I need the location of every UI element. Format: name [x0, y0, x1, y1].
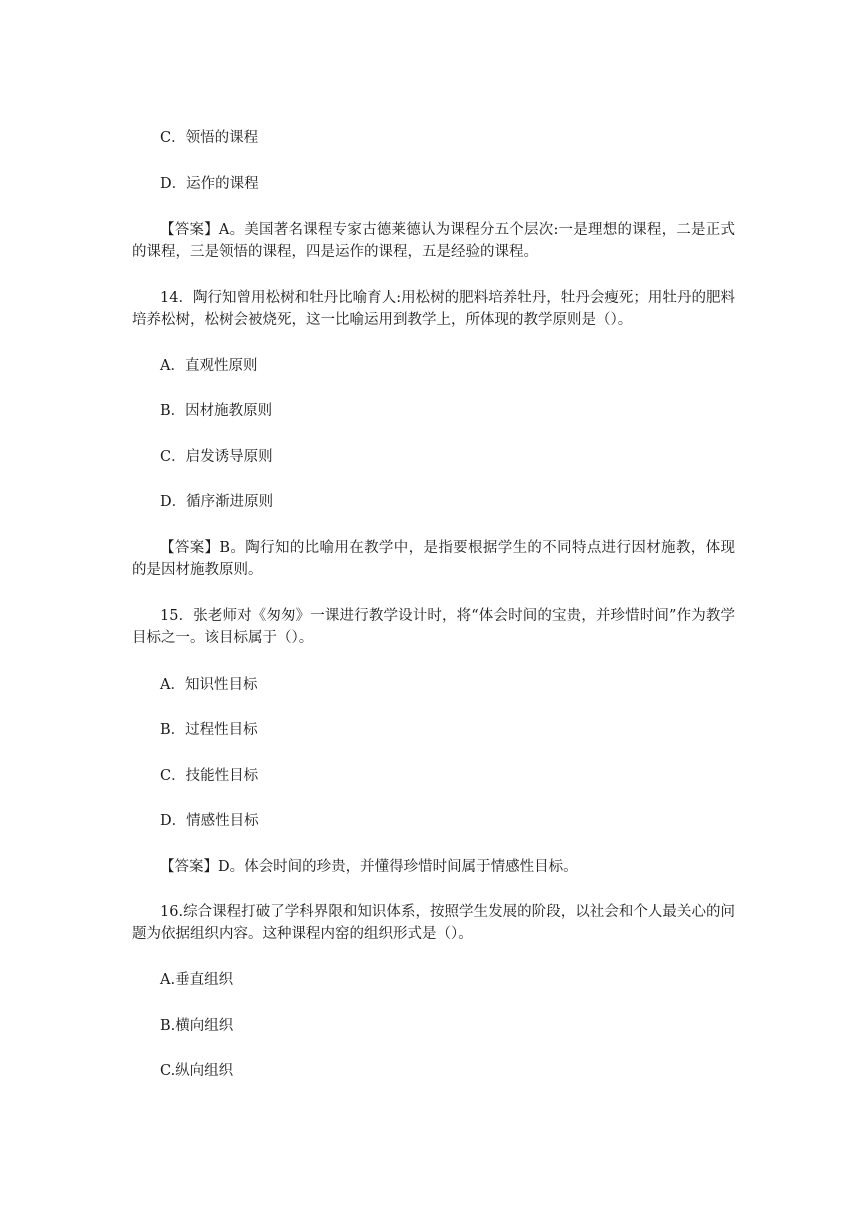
q16-stem: 16.综合课程打破了学科界限和知识体系，按照学生发展的阶段，以社会和个人最关心的问题为依据组织内容。这种课程内窑的组织形式是（）。	[132, 904, 735, 942]
q15-answer: 【答案】D。体会时间的珍贵，并懂得珍惜时间属于情感性目标。	[160, 859, 578, 875]
q14-stem: 14．陶行知曾用松树和牡丹比喻育人:用松树的肥料培养牡丹，牡丹会瘦死；用牡丹的肥料培养松树，松树会被烧死，这一比喻运用到教学上，所体现的教学原则是（）。	[132, 290, 735, 328]
q15-option-c: C．技能性目标	[160, 768, 259, 784]
q14-option-c: C．启发诱导原则	[160, 449, 273, 465]
q14-option-d: D．循序渐进原则	[160, 494, 274, 510]
q16-option-a: A.垂直组织	[160, 972, 234, 988]
q15-option-d: D．情感性目标	[160, 813, 259, 829]
q14-option-b: B．因材施教原则	[160, 403, 273, 419]
q13-option-d: D．运作的课程	[160, 176, 259, 192]
q15-stem: 15．张老师对《匆匆》一课进行教学设计时，将“体会时间的宝贵，并珍惜时间”作为教学目标之一。该目标属于（）。	[132, 608, 735, 646]
q14-answer: 【答案】B。陶行知的比喻用在教学中，是指要根据学生的不同特点进行因材施教，体现的是因材施教原则。	[132, 540, 735, 578]
q16-option-b: B.横向组织	[160, 1018, 234, 1034]
q13-answer: 【答案】A。美国著名课程专家古德莱德认为课程分五个层次:一是理想的课程，二是正式的课程，三是领悟的课程，四是运作的课程，五是经验的课程。	[132, 222, 735, 260]
q15-option-a: A．知识性目标	[160, 677, 258, 693]
q13-option-c: C．领悟的课程	[160, 130, 259, 146]
q14-option-a: A．直观性原则	[160, 358, 258, 374]
q15-option-b: B．过程性目标	[160, 722, 258, 738]
q16-option-c: C.纵向组织	[160, 1063, 234, 1079]
